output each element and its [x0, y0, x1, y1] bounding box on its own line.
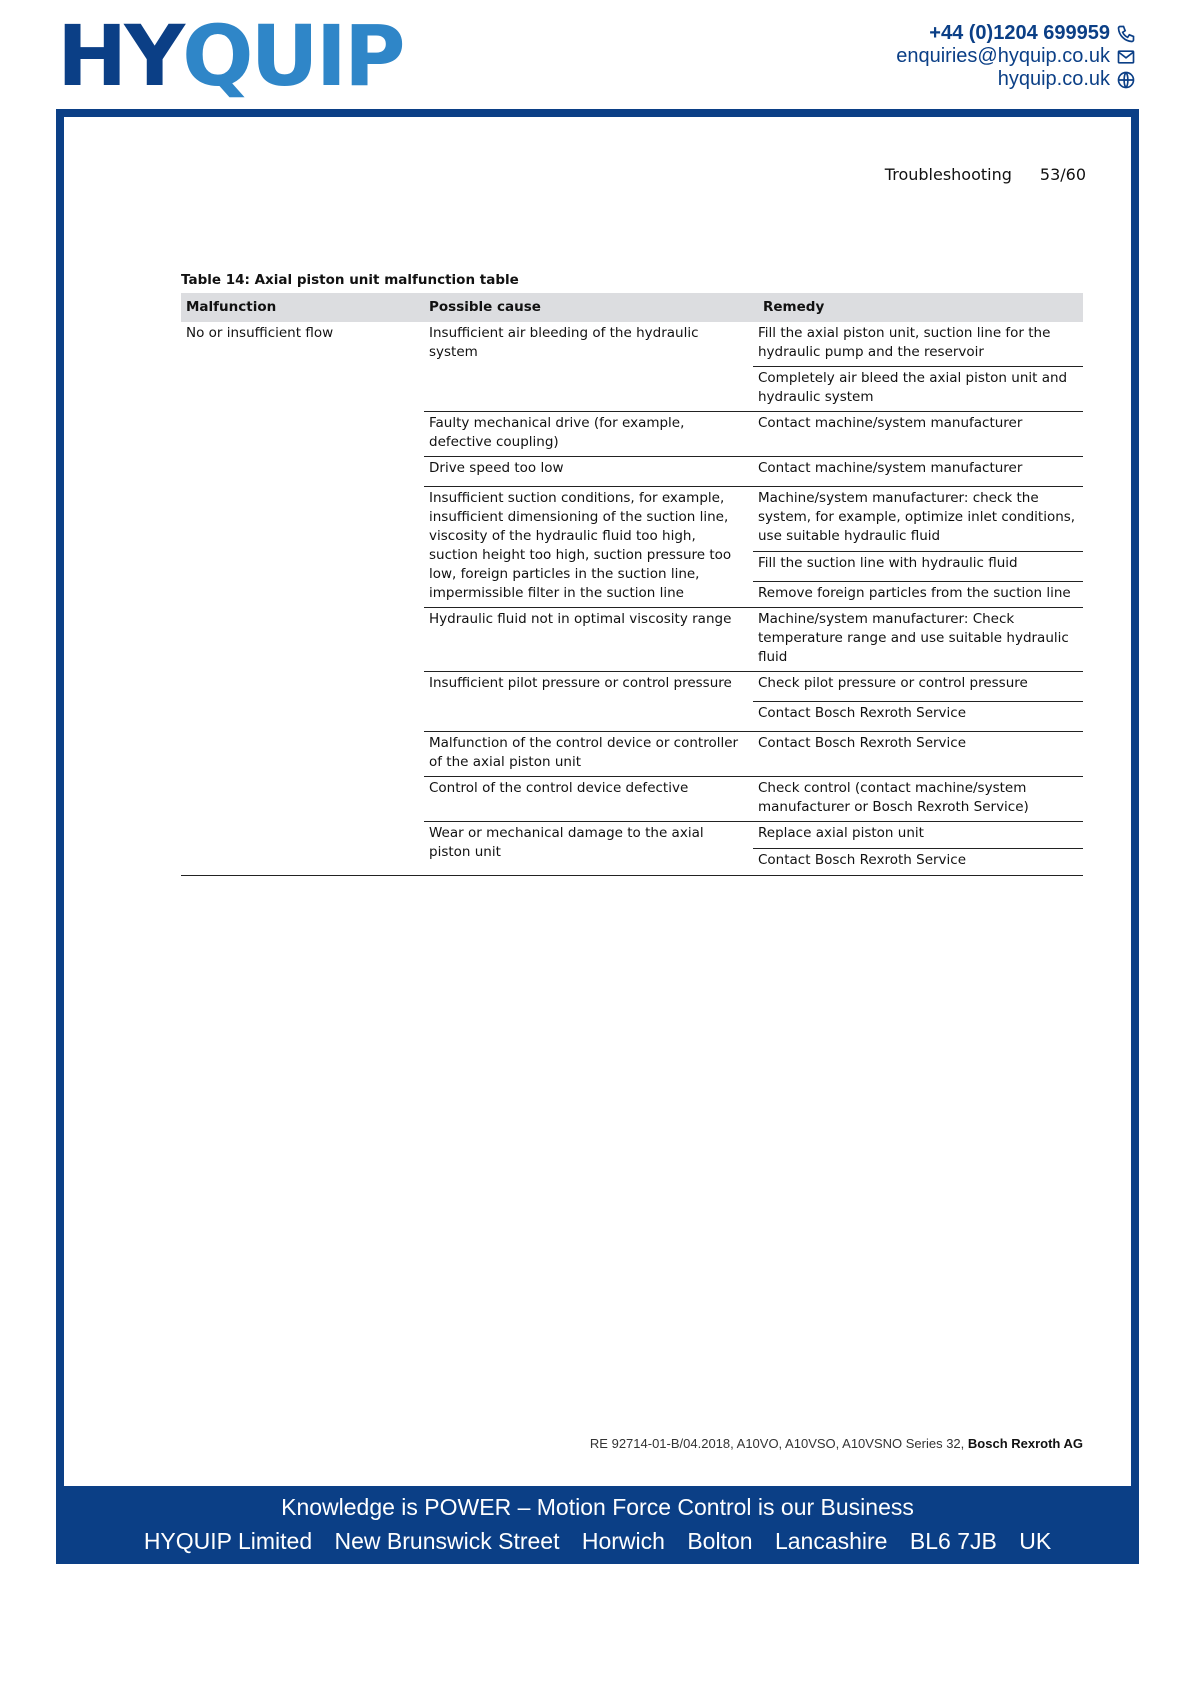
remedy-cell: Machine/system manufacturer: Check temperature range and use suitable hydraulic fluid: [753, 608, 1083, 672]
malfunction-table: [181, 293, 1083, 876]
remedy-cell: Contact Bosch Rexroth Service: [753, 849, 1083, 876]
column-header: Remedy: [753, 293, 1083, 322]
address-part: Lancashire: [774, 1528, 888, 1554]
remedy-cell: Check pilot pressure or control pressure: [753, 672, 1083, 702]
table-row: [181, 322, 1083, 367]
column-header: Possible cause: [424, 293, 753, 322]
cause-cell: Insufficient pilot pressure or control pressure: [424, 672, 753, 732]
remedy-cell: Machine/system manufacturer: check the system, for example, optimize inlet conditions, use suitable hydraulic fluid: [753, 487, 1083, 552]
cause-cell: Control of the control device defective: [424, 777, 753, 822]
remedy-cell: Fill the axial piston unit, suction line for the hydraulic pump and the reservoir: [753, 322, 1083, 367]
footer-address: [56, 1528, 1139, 1555]
mail-icon: [1116, 47, 1136, 67]
remedy-cell: Contact machine/system manufacturer: [753, 457, 1083, 487]
phone-row: [896, 22, 1136, 45]
remedy-cell: Replace axial piston unit: [753, 822, 1083, 849]
cause-cell: Hydraulic fluid not in optimal viscosity range: [424, 608, 753, 672]
table-header-row: [181, 293, 1083, 322]
logo-text-hy: HY: [57, 7, 183, 105]
address-part: Horwich: [581, 1528, 665, 1554]
email-row: [896, 45, 1136, 68]
hyquip-logo: [57, 7, 403, 105]
address-part: New Brunswick Street: [334, 1528, 560, 1554]
running-head: [885, 165, 1086, 184]
column-header: Malfunction: [181, 293, 424, 322]
cause-cell: Insufficient suction conditions, for example, insufficient dimensioning of the suction line, viscosity of the hydraulic fluid too high, suction height too high, suction pressure too low, foreign particles in the suction line, impermissible filter in the suction line: [424, 487, 753, 608]
globe-icon: [1116, 70, 1136, 90]
website-row: [896, 68, 1136, 91]
address-part: HYQUIP Limited: [143, 1528, 313, 1554]
cause-cell: Insufficient air bleeding of the hydraulic system: [424, 322, 753, 412]
remedy-cell: Contact Bosch Rexroth Service: [753, 702, 1083, 732]
remedy-cell: Remove foreign particles from the suction line: [753, 581, 1083, 607]
address-part: UK: [1019, 1528, 1052, 1554]
phone-icon: [1116, 24, 1136, 44]
page-number: 53/60: [1039, 165, 1086, 184]
remedy-cell: Completely air bleed the axial piston unit and hydraulic system: [753, 367, 1083, 412]
company-name: Bosch Rexroth AG: [967, 1436, 1083, 1451]
address-part: Bolton: [687, 1528, 753, 1554]
address-part: BL6 7JB: [909, 1528, 997, 1554]
website-link[interactable]: hyquip.co.uk: [997, 68, 1110, 90]
section-name: Troubleshooting: [884, 165, 1012, 184]
footer-slogan: Knowledge is POWER – Motion Force Control is our Business: [281, 1494, 914, 1520]
logo-text-quip: QUIP: [182, 7, 403, 105]
remedy-cell: Contact machine/system manufacturer: [753, 412, 1083, 457]
table-title: Table 14: Axial piston unit malfunction table: [181, 272, 519, 288]
cause-cell: Faulty mechanical drive (for example, defective coupling): [424, 412, 753, 457]
reference-text: RE 92714-01-B/04.2018, A10VO, A10VSO, A10VSNO Series 32,: [589, 1436, 965, 1451]
cause-cell: Malfunction of the control device or controller of the axial piston unit: [424, 732, 753, 777]
remedy-cell: Contact Bosch Rexroth Service: [753, 732, 1083, 777]
remedy-cell: Check control (contact machine/system manufacturer or Bosch Rexroth Service): [753, 777, 1083, 822]
cause-cell: Drive speed too low: [424, 457, 753, 487]
remedy-cell: Fill the suction line with hydraulic fluid: [753, 551, 1083, 581]
cause-cell: Wear or mechanical damage to the axial piston unit: [424, 822, 753, 876]
contact-block: [896, 22, 1136, 91]
malfunction-cell: No or insufficient flow: [181, 322, 424, 876]
phone-number[interactable]: +44 (0)1204 699959: [929, 22, 1110, 44]
document-reference: [590, 1436, 1083, 1451]
email-link[interactable]: enquiries@hyquip.co.uk: [896, 45, 1110, 67]
